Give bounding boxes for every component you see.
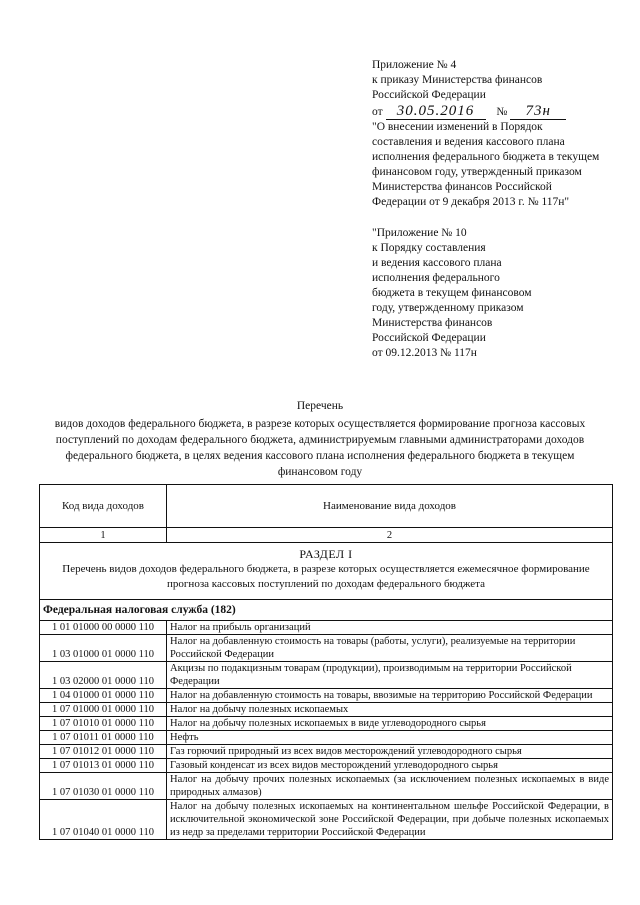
income-name: Нефть (167, 731, 613, 745)
title-line: финансовом году (277, 466, 363, 478)
income-code: 1 03 01000 01 0000 110 (40, 635, 167, 662)
appendix-10-line: "Приложение № 10 (372, 227, 467, 239)
table-row (40, 800, 613, 840)
title-line: видов доходов федерального бюджета, в разрезе которых осуществляется формирование прогноза кассовых (54, 418, 586, 430)
appendix-10-line: исполнения федерального (372, 272, 500, 284)
appendix-4-block (372, 58, 599, 210)
col-code-number: 1 (40, 528, 167, 543)
title-line: поступлений по доходам федерального бюджета, администрируемым главными администраторами доходов (55, 434, 585, 446)
section-description: прогноза кассовых поступлений по доходам федерального бюджета (167, 578, 485, 590)
appendix-10-line: бюджета в текущем финансовом (372, 287, 532, 299)
income-name: Газ горючий природный из всех видов месторождений углеводородного сырья (167, 745, 613, 759)
income-code: 1 07 01040 01 0000 110 (40, 800, 167, 840)
table-number-row (40, 528, 613, 543)
appendix-4-title: Приложение № 4 (372, 59, 457, 71)
table-row (40, 717, 613, 731)
table-row (40, 773, 613, 800)
income-name: Налог на добычу прочих полезных ископаемых (за исключением полезных ископаемых в виде природных алмазов) (167, 773, 613, 800)
section-row (40, 543, 613, 600)
income-code: 1 07 01000 01 0000 110 (40, 703, 167, 717)
income-name: Налог на добычу полезных ископаемых в виде углеводородного сырья (167, 717, 613, 731)
appendix-10-line: и ведения кассового плана (372, 257, 502, 269)
income-code: 1 03 02000 01 0000 110 (40, 662, 167, 689)
section-title: РАЗДЕЛ I (299, 547, 353, 561)
income-code: 1 04 01000 01 0000 110 (40, 689, 167, 703)
quote-line: составления и ведения кассового плана (372, 136, 565, 148)
income-code: 1 07 01010 01 0000 110 (40, 717, 167, 731)
number-prefix: № (496, 106, 508, 118)
table-row (40, 662, 613, 689)
table-row (40, 703, 613, 717)
income-name: Газовый конденсат из всех видов месторождений углеводородного сырья (167, 759, 613, 773)
income-name: Акцизы по подакцизным товарам (продукции), производимым на территории Российской Федерации (167, 662, 613, 689)
agency-row (40, 600, 613, 621)
table-row (40, 759, 613, 773)
table-row (40, 621, 613, 635)
appendix-10-line: году, утвержденному приказом (372, 302, 524, 314)
section-cell (40, 543, 613, 600)
quote-line: исполнения федерального бюджета в текущем (372, 151, 600, 163)
quote-line: финансовом году, утвержденный приказом (372, 166, 582, 178)
appendix-10-line: Российской Федерации (372, 332, 486, 344)
income-name: Налог на добычу полезных ископаемых (167, 703, 613, 717)
income-types-table (39, 484, 613, 840)
handwritten-number: 73н (510, 104, 566, 120)
income-name: Налог на добавленную стоимость на товары, ввозимые на территорию Российской Федерации (167, 689, 613, 703)
col-name-header: Наименование вида доходов (167, 485, 613, 528)
table-row (40, 689, 613, 703)
income-code: 1 07 01012 01 0000 110 (40, 745, 167, 759)
quote-line: "О внесении изменений в Порядок (372, 121, 543, 133)
table-header-row (40, 485, 613, 528)
title-line: федерального бюджета, в целях ведения кассового плана исполнения федерального бюджета в текущем (65, 450, 575, 462)
income-code: 1 07 01013 01 0000 110 (40, 759, 167, 773)
income-code: 1 07 01030 01 0000 110 (40, 773, 167, 800)
appendix-10-block (372, 226, 532, 361)
agency-name: Федеральная налоговая служба (182) (40, 600, 613, 621)
appendix-4-order-line: к приказу Министерства финансов (372, 74, 543, 86)
quote-line: Федерации от 9 декабря 2013 г. № 117н" (372, 196, 570, 208)
date-prefix: от (372, 106, 383, 118)
appendix-4-date-line (372, 104, 599, 120)
income-name: Налог на добычу полезных ископаемых на континентальном шельфе Российской Федерации, в исключительной экономической зоне Российской Федерации, при добыче полезных ископаемых из недр за пределами территории Российской Федерации (167, 800, 613, 840)
handwritten-date: 30.05.2016 (386, 104, 486, 120)
appendix-10-line: Министерства финансов (372, 317, 493, 329)
quote-line: Министерства финансов Российской (372, 181, 552, 193)
document-title (40, 398, 600, 480)
appendix-10-line: к Порядку составления (372, 242, 486, 254)
income-code: 1 07 01011 01 0000 110 (40, 731, 167, 745)
appendix-4-federation-line: Российской Федерации (372, 89, 486, 101)
table-row (40, 635, 613, 662)
income-name: Налог на прибыль организаций (167, 621, 613, 635)
income-code: 1 01 01000 00 0000 110 (40, 621, 167, 635)
table-row (40, 745, 613, 759)
col-name-number: 2 (167, 528, 613, 543)
col-code-header: Код вида доходов (40, 485, 167, 528)
title-heading: Перечень (296, 400, 344, 412)
section-description: Перечень видов доходов федерального бюджета, в разрезе которых осуществляется ежемесячное формирование (62, 563, 590, 575)
income-name: Налог на добавленную стоимость на товары (работы, услуги), реализуемые на территории Российской Федерации (167, 635, 613, 662)
appendix-10-line: от 09.12.2013 № 117н (372, 347, 477, 359)
table-row (40, 731, 613, 745)
